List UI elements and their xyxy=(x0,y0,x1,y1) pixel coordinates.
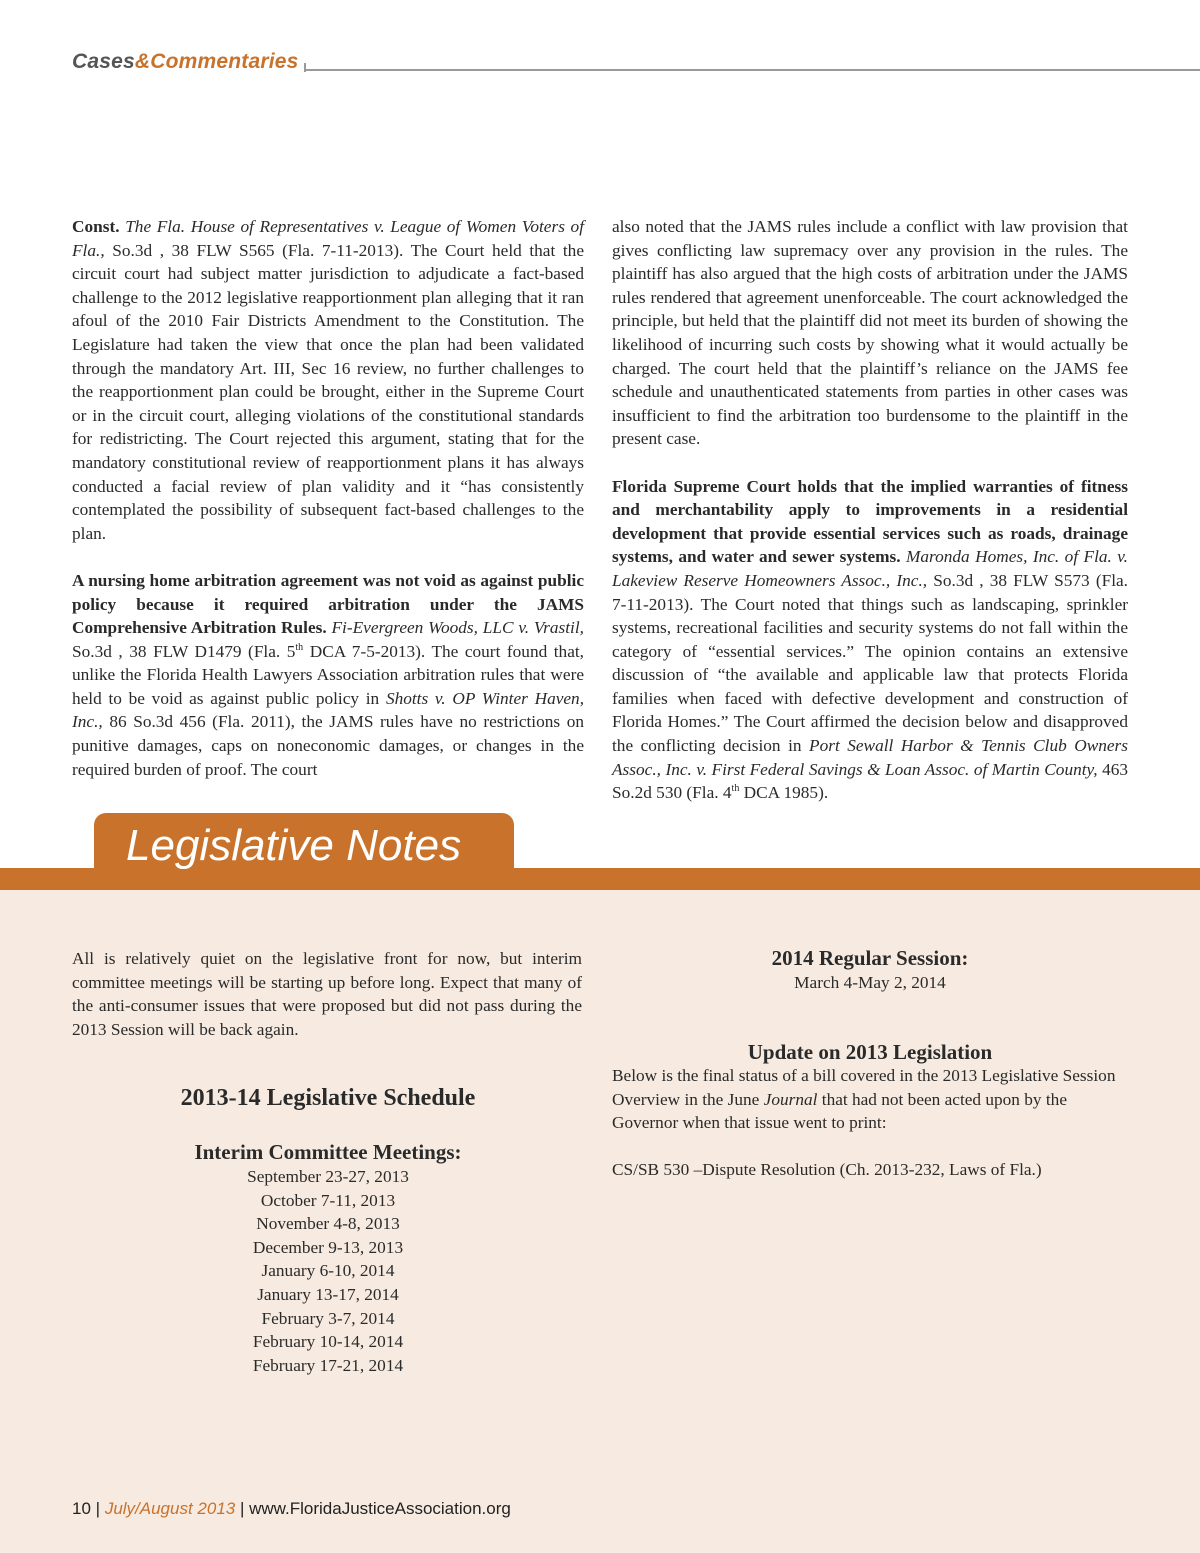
section-band xyxy=(0,868,1200,890)
article-label: Const. xyxy=(72,217,120,236)
update-title: Update on 2013 Legislation xyxy=(747,1040,993,1064)
article-column-left xyxy=(72,215,584,805)
interim-date: February 17-21, 2014 xyxy=(252,1355,404,1375)
journal-name: Journal xyxy=(763,1089,818,1109)
interim-date: February 10-14, 2014 xyxy=(252,1332,404,1352)
update-body xyxy=(612,1064,1128,1206)
citation-text: So.3d , 38 FLW D1479 (Fla. 5 xyxy=(72,641,296,661)
article-paragraph xyxy=(612,215,1128,451)
intro-paragraph: All is relatively quiet on the legislative front for now, but interim committee meetings will be starting up before long. Expect that many of the anti-consumer issues that were proposed but did not pass during the 2013 Session will be back again. xyxy=(72,949,582,1039)
interim-title: Interim Committee Meetings: xyxy=(194,1140,462,1164)
session-dates: March 4-May 2, 2014 xyxy=(794,973,946,992)
case-name: Shotts v. OP Winter Haven, Inc., xyxy=(72,688,585,732)
interim-date: November 4-8, 2013 xyxy=(256,1214,400,1234)
section-title-part2: Commentaries xyxy=(150,50,299,73)
case-name: Port Sewall Harbor & Tennis Club Owners Assoc., Inc. v. First Federal Savings & Loan Assoc. of Martin County, xyxy=(612,736,1128,779)
article-text: So.3d , 38 FLW S573 (Fla. 7-11-2013). The Court noted that things such as landscaping, sprinkler systems, recreational facilities and security systems do not fall within the category of “essential services.” The opinion contains an extensive discussion of “the available and applicable law that protects Florida families when faced with defective development and construction of Florida Homes.” The Court affirmed the decision below and disapproved the conflicting decision in xyxy=(612,570,1129,756)
article-text: also noted that the JAMS rules include a conflict with law provision that gives conflicting law supremacy over any provision in the rules. The plaintiff has also argued that the high costs of arbitration under the JAMS rules rendered that agreement unenforceable. The court acknowledged the principle, but held that the plaintiff did not meet its burden of showing the likelihood of incurring such costs by showing what it would actually be charged. The court held that the plaintiff’s reliance on the JAMS fee schedule and unauthenticated statements from parties in other cases was insufficient to find the arbitration too burdensome to the plaintiff in the present case. xyxy=(612,217,1128,449)
footer-separator: | xyxy=(239,1499,245,1518)
update-text: that had not been acted upon by the Governor when that issue went to print: xyxy=(612,1089,1067,1133)
section-title-part1: Cases xyxy=(72,50,135,73)
section-title-ampersand: & xyxy=(134,50,151,73)
header-rule xyxy=(304,69,1200,71)
legislative-notes-title: Legislative Notes xyxy=(126,821,462,870)
footer-separator: | xyxy=(95,1499,101,1518)
case-name: The Fla. House of Representatives v. League of Women Voters of Fla., xyxy=(72,217,584,260)
regular-session xyxy=(612,945,1128,995)
case-headline: Florida Supreme Court holds that the implied warranties of fitness and merchantability apply to improvements in a residential development that provide essential services such as roads, drainage systems, and water and sewer systems. xyxy=(612,476,1128,567)
interim-date: December 9-13, 2013 xyxy=(252,1237,404,1257)
legislative-schedule xyxy=(72,1083,584,1377)
article-paragraph xyxy=(612,475,1128,805)
page-number: 10 xyxy=(72,1499,91,1518)
article-paragraph xyxy=(72,569,584,781)
section-title xyxy=(72,50,299,74)
issue-date: July/August 2013 xyxy=(104,1499,236,1518)
interim-date: September 23-27, 2013 xyxy=(247,1167,409,1186)
article-text: DCA 7-5-2013). The court found that, unlike the Florida Health Lawyers Association arbitration rules that were held to be void as against public policy in xyxy=(72,641,584,708)
interim-date: January 6-10, 2014 xyxy=(261,1261,395,1281)
legislative-notes-tab xyxy=(94,813,514,871)
interim-date: January 13-17, 2014 xyxy=(257,1284,399,1304)
legislative-intro xyxy=(72,947,582,1065)
interim-date: February 3-7, 2014 xyxy=(261,1308,395,1328)
article-text: So.3d , 38 FLW S565 (Fla. 7-11-2013). The Court held that the circuit court had subject matter jurisdiction to adjudicate a fact-based challenge to the 2012 legislative reapportionment plan alleging that it ran afoul of the 2010 Fair Districts Amendment to the Constitution. The Legislature had taken the view that once the plan had been validated through the mandatory Art. III, Sec 16 review, no further challenges to the reapportionment plan could be brought, either in the Supreme Court or in the circuit court, alleging violations of the constitutional standards for redistricting. The Court rejected this argument, stating that for the mandatory constitutional review of reapportionment plans it has always conducted a facial review of plan validity and it “has consistently contemplated the possibility of subsequent fact-based challenges to the plan. xyxy=(72,240,584,543)
article-column-right xyxy=(612,215,1128,828)
running-header xyxy=(72,50,1200,80)
ordinal-suffix: th xyxy=(731,783,740,795)
interim-date: October 7-11, 2013 xyxy=(260,1190,396,1210)
bill-status: CS/SB 530 –Dispute Resolution (Ch. 2013-232, Laws of Fla.) xyxy=(612,1160,1042,1180)
schedule-title: 2013-14 Legislative Schedule xyxy=(180,1085,476,1111)
page-footer xyxy=(72,1499,511,1519)
case-headline: A nursing home arbitration agreement was not void as against public policy because it required arbitration under the JAMS Comprehensive Arbitration Rules. xyxy=(72,570,584,638)
ordinal-suffix: th xyxy=(295,641,304,653)
citation-text: 463 So.2d 530 (Fla. 4 xyxy=(612,759,1128,803)
website-link[interactable]: www.FloridaJusticeAssociation.org xyxy=(249,1499,511,1518)
citation-text: DCA 1985). xyxy=(743,783,829,803)
article-paragraph xyxy=(72,215,584,545)
update-heading xyxy=(612,1039,1128,1065)
interim-date-list xyxy=(72,1165,584,1377)
update-text: Below is the final status of a bill covered in the 2013 Legislative Session Overview in the June xyxy=(612,1066,1116,1109)
update-paragraph xyxy=(612,1064,1128,1135)
article-text: 86 So.3d 456 (Fla. 2011), the JAMS rules have no restrictions on punitive damages, caps on noneconomic damages, or changes in the required burden of proof. The court xyxy=(72,712,584,779)
session-title: 2014 Regular Session: xyxy=(771,946,969,970)
case-name: Fi-Evergreen Woods, LLC v. Vrastil, xyxy=(331,618,584,638)
case-name: Maronda Homes, Inc. of Fla. v. Lakeview Reserve Homeowners Assoc., Inc., xyxy=(612,547,1128,590)
